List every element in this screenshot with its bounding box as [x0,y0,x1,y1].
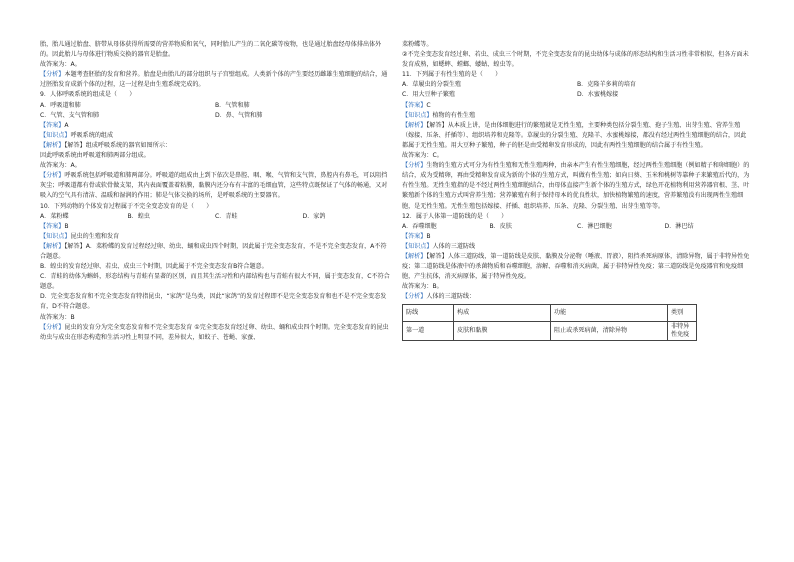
paragraph [402,121,752,151]
answer-option: C．气管、支气管和肺 [40,111,100,119]
section-tag: 【答案】 [402,101,427,109]
paragraph [40,70,390,90]
paragraph-text: 故答案为：B [40,313,75,321]
paragraph-text: B [426,232,431,240]
paragraph-text: 生物的生殖方式可分为有性生殖和无性生殖两种，由亲本产生有性生殖细胞，经过两性生殖细胞（例如精子和卵细胞）的结合，成为受精卵，再由受精卵发育成为新的个体的生殖方式，叫做有性生殖；如向日葵、玉米和桃树等靠种子来繁殖后代的，为有性生殖。无性生殖指的是不经过两性生殖细胞结合，由母体直接产生新个体的生殖方式，绿色开花植物利用营养器官根、茎、叶繁殖新个体的生殖方式叫营养生殖；营养繁殖有利于保持母本的优良性状，加快植物繁殖的速度，营养繁殖没有出现两性生殖细胞，是无性生殖。无性生殖包括嫁接、扦插、组织培养、压条、克隆、分裂生殖、出芽生殖等等。 [402,162,750,210]
paragraph [40,272,390,292]
answer-options [40,212,390,222]
table-header-cell: 防线 [403,305,454,322]
paragraph [402,70,752,80]
answer-option: D．鼻、气管和肺 [215,111,263,119]
paragraph-text: ②不完全变态发育经过卵、若虫、成虫三个时期，不完全变态发育的昆虫幼体与成体的形态结构和生活习性非常相似，但各方面未发育成熟，如蟋蟀、螳螂、蝼蛄、蝗虫等。 [402,51,749,69]
section-tag: 【解析】 [402,252,427,260]
section-tag: 【解析】 [402,121,427,129]
paragraph-text: B [64,222,69,230]
paragraph [402,242,752,252]
paragraph [40,60,390,70]
defense-table [402,304,697,341]
section-tag: 【知识点】 [40,131,71,139]
paragraph-text: 【解答】A．菜粉蝶的发育过程经过卵、幼虫、蛹和成虫四个时期，因此属于完全变态发育，不是不完全变态发育，A不符合题意。 [40,242,387,260]
paragraph [402,252,752,282]
right-column [402,40,752,341]
answer-option: C．用大豆种子繁殖 [402,91,456,99]
paragraph-text: 因此呼吸系统由呼吸道和肺两部分组成。 [40,152,150,160]
answer-options [402,222,752,232]
paragraph-text: 12．属于人体第一道防线的是（ ） [402,212,508,220]
paragraph-text: 人体的三道防线 [432,242,476,250]
section-tag: 【知识点】 [402,111,433,119]
paragraph-text: C [426,101,431,109]
section-tag: 【解析】 [40,242,65,250]
answer-option: C．青蛙 [215,212,238,220]
section-tag: 【分析】 [402,293,427,301]
paragraph [40,222,390,232]
paragraph-text: B．蝗虫的发育经过卵、若虫、成虫三个时期，因此属于不完全变态发育B符合题意。 [40,263,268,271]
paragraph-text: 故答案为：A。 [40,162,81,170]
paragraph [40,232,390,242]
paragraph [402,161,752,211]
section-tag: 【解析】 [40,141,65,149]
answer-option: A．菜粉蝶 [40,212,69,220]
paragraph [40,40,390,60]
paragraph [402,292,752,302]
paragraph-text: 人体的三道防线： [426,293,476,301]
paragraph [40,262,390,272]
paragraph [40,171,390,201]
paragraph [40,141,390,151]
paragraph [402,50,752,70]
paragraph [402,40,752,50]
answer-option: D．淋巴结 [664,222,694,230]
paragraph-text: 昆虫的生殖和发育 [70,232,120,240]
section-tag: 【分析】 [40,71,65,79]
paragraph-text: 胎，胎儿通过胎盘、脐带从母体获得所需要的营养物质和氧气，同时胎儿产生的二氧化碳等废物，也是通过胎盘经母体排出体外的。因此胎儿与母体进行物质交换的器官是胎盘。 [40,41,382,59]
answer-option: A．呼吸道和肺 [40,101,81,109]
section-tag: 【知识点】 [40,232,71,240]
answer-option: D．家鸽 [302,212,326,220]
paragraph-text: 【解答】人体三道防线，第一道防线是皮肤、黏膜及分泌物（唾液、胃液），阻挡杀死病原体，清除异物，属于非特异性免疫；第二道防线是体液中的杀菌物质和吞噬细胞，溶解、吞噬和消灭病菌，属于非特异性免疫；第三道防线是免疫器官和免疫细胞，产生抗体，消灭病原体，属于特异性免疫。 [402,252,750,281]
answer-option: B．皮肤 [489,222,512,230]
paragraph-text: 10．下列动物的个体发育过程属于不完全变态发育的是（ ） [40,202,213,210]
paragraph [402,232,752,242]
table-row [403,322,697,341]
table-header-row [403,305,697,322]
table-header-cell: 构成 [454,305,551,322]
paragraph-text: 故答案为：B。 [402,283,443,291]
paragraph-text: 本题考查胚胎的发育和营养。胎盘是由胎儿的部分组织与子宫壁组成。人类新个体的产生要经历雌雄生殖细胞的结合，通过胚胎发育成新个体的过程，这一过程是由生殖系统完成的。 [40,71,388,89]
paragraph [40,313,390,323]
paragraph-text: 植物的有性生殖 [432,111,476,119]
paragraph-text: C．青蛙的幼体为蝌蚪，形态结构与青蛙有显著的区别，而且其生活习性和内部结构也与青蛙有很大不同，属于变态发育，C不符合题意。 [40,273,390,291]
answer-option: D．水蜜桃嫁接 [577,91,619,99]
section-tag: 【答案】 [402,232,427,240]
table-cell: 非特异性免疫 [668,322,697,341]
paragraph-text: 【解答】组成呼吸系统的器官如图所示： [64,141,172,149]
paragraph [40,161,390,171]
paragraph [40,242,390,262]
paragraph-text: 菜粉蝶等。 [402,41,433,48]
paragraph-text: 昆虫的发育分为完全变态发育和不完全变态发育 ①完全变态发育经过卵、幼虫、蛹和成虫四个时期。完全变态发育的昆虫幼虫与成虫在形态构造和生活习性上明显不同，差异很大，如蚊子、苍蝇、家蚕、 [40,323,389,341]
table-cell: 皮肤和黏膜 [454,322,551,341]
paragraph [40,90,390,100]
answer-option: B．蝗虫 [127,212,150,220]
table-header-cell: 功能 [551,305,668,322]
paragraph [40,292,390,312]
answer-option: C．淋巴细胞 [577,222,612,230]
answer-option: B．气管和肺 [215,101,250,109]
paragraph [40,131,390,141]
paragraph [40,323,390,343]
paragraph-text: A [64,121,69,129]
paragraph-text: 故答案为：A。 [40,61,81,69]
paragraph [40,202,390,212]
paragraph [402,101,752,111]
paragraph [40,121,390,131]
table-cell: 阻止或杀死病菌，清除异物 [551,322,668,341]
paragraph-text: 呼吸系统的组成 [70,131,114,139]
table-header-cell: 类别 [668,305,697,322]
paragraph-text: 呼吸系统包括呼吸道和肺两部分。呼吸道的组成由上到下依次是鼻腔、咽、喉、气管和支气管，鼻腔内有鼻毛，可以阻挡灰尘；呼吸道都有骨或软骨做支架，其内表面覆盖着粘膜，黏膜内还分布有丰富的毛细血管，这些特点既保证了气体的畅通，又对吸入的空气具有清洁、温暖和湿润的作用；肺是气体交换的场所，是呼吸系统的主要器官。 [40,172,388,200]
paragraph-text: 故答案为：C。 [402,152,443,160]
answer-option: A．吞噬细胞 [402,222,437,230]
answer-options [402,80,752,100]
answer-options [40,101,390,121]
paragraph [40,151,390,161]
paragraph [402,282,752,292]
section-tag: 【分析】 [40,172,65,180]
paragraph [402,151,752,161]
paragraph [402,212,752,222]
section-tag: 【知识点】 [402,242,433,250]
section-tag: 【分析】 [402,162,427,170]
table-cell: 第一道 [403,322,454,341]
left-column [40,40,390,343]
paragraph-text: 11．下列属于有性生殖的是（ ） [402,71,502,79]
section-tag: 【分析】 [40,323,65,331]
answer-option: A．草履虫的分裂生殖 [402,81,462,89]
section-tag: 【答案】 [40,121,65,129]
paragraph-text: 9．人体呼吸系统的组成是（ ） [40,91,136,99]
paragraph [402,111,752,121]
paragraph-text: 【解答】从本质上讲，是由体细胞进行的繁殖就是无性生殖，主要种类包括分裂生殖、孢子生殖、出芽生殖、营养生殖（嫁接、压条、扦插等）、组织培养和克隆等。草履虫的分裂生殖、克隆羊、水蜜桃嫁接，都没有经过两性生殖细胞的结合，因此都属于无性生殖。用大豆种子繁殖，种子的胚是由受精卵发育形成的，因此有两性生殖细胞的结合属于有性生殖。 [402,121,747,149]
paragraph-text: D．完全变态发育和不完全变态发育特指昆虫，“家鸽”是鸟类，因此“家鸽”的发育过程即不是完全变态发育和也不是不完全变态发育，D不符合题意。 [40,293,387,311]
section-tag: 【答案】 [40,222,65,230]
answer-option: B．克隆羊多莉的培育 [577,81,637,89]
